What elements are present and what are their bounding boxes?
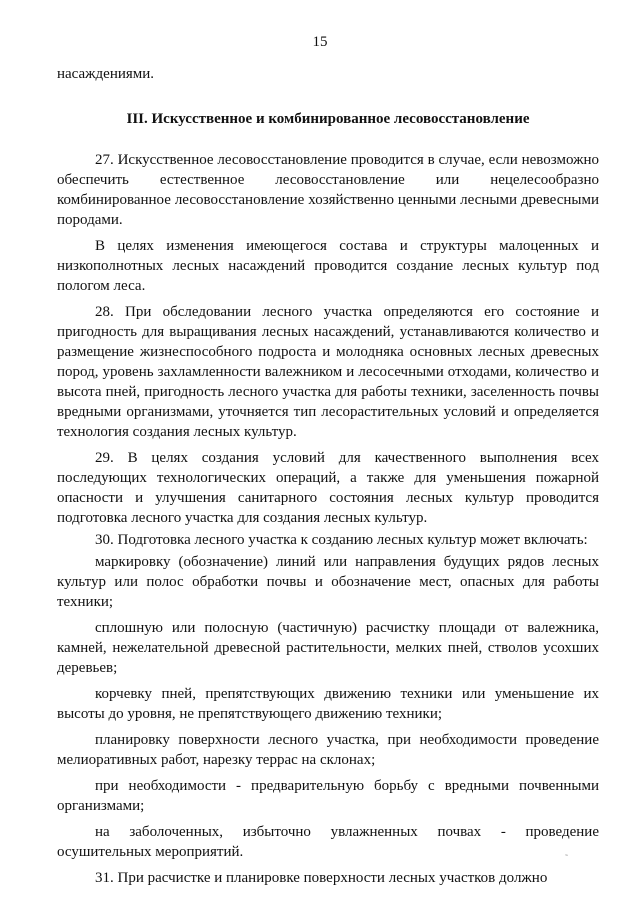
continued-text: насаждениями. <box>57 66 155 82</box>
page-number: 15 <box>312 34 328 50</box>
paragraph-31: 31. При расчистке и планировке поверхности лесных участков должно <box>95 870 548 886</box>
list-item-pest-control: при необходимости - предварительную борьбу с вредными почвенными организмами; <box>57 778 599 814</box>
paragraph-28: 28. При обследовании лесного участка определяются его состояние и пригодность для выращивания лесных насаждений, устанавливаются количество и размещение жизнеспособного подроста и молодняка основных лесных древесных пород, уровень захламленности валежником и лесосечными отходами, количество и высота пней, пригодность лесного участка для работы техники, заселенность почвы вредными организмами, уточняется тип лесорастительных условий и определяется технология создания лесных культур. <box>57 304 599 440</box>
scan-speck: ˜ <box>565 853 568 863</box>
list-item-stumps: корчевку пней, препятствующих движению техники или уменьшение их высоты до уровня, не препятствующего движению техники; <box>57 686 599 722</box>
paragraph-29: 29. В целях создания условий для качественного выполнения всех последующих технологических операций, а также для уменьшения пожарной опасности и улучшения санитарного состояния лесных культур проводится подготовка лесного участка для создания лесных культур. <box>57 450 599 526</box>
list-item-marking: маркировку (обозначение) линий или направления будущих рядов лесных культур или полос обработки почвы и обозначение мест, опасных для работы техники; <box>57 554 599 610</box>
section-heading: III. Искусственное и комбинированное лесовосстановление <box>126 111 530 127</box>
paragraph-30: 30. Подготовка лесного участка к созданию лесных культур может включать: <box>95 532 588 548</box>
paragraph-27: 27. Искусственное лесовосстановление проводится в случае, если невозможно обеспечить естественное лесовосстановление или нецелесообразно комбинированное лесовосстановление хозяйственно ценными лесными древесными породами. <box>57 152 599 228</box>
list-item-clearing: сплошную или полосную (частичную) расчистку площади от валежника, камней, нежелательной древесной растительности, мелких пней, стволов усохших деревьев; <box>57 620 599 676</box>
paragraph-27-continued: В целях изменения имеющегося состава и структуры малоценных и низкополнотных лесных насаждений проводится создание лесных культур под пологом леса. <box>57 238 599 294</box>
section-body <box>57 150 599 894</box>
list-item-leveling: планировку поверхности лесного участка, при необходимости проведение мелиоративных работ, нарезку террас на склонах; <box>57 732 599 768</box>
list-item-drainage: на заболоченных, избыточно увлажненных почвах - проведение осушительных мероприятий. <box>57 824 599 860</box>
